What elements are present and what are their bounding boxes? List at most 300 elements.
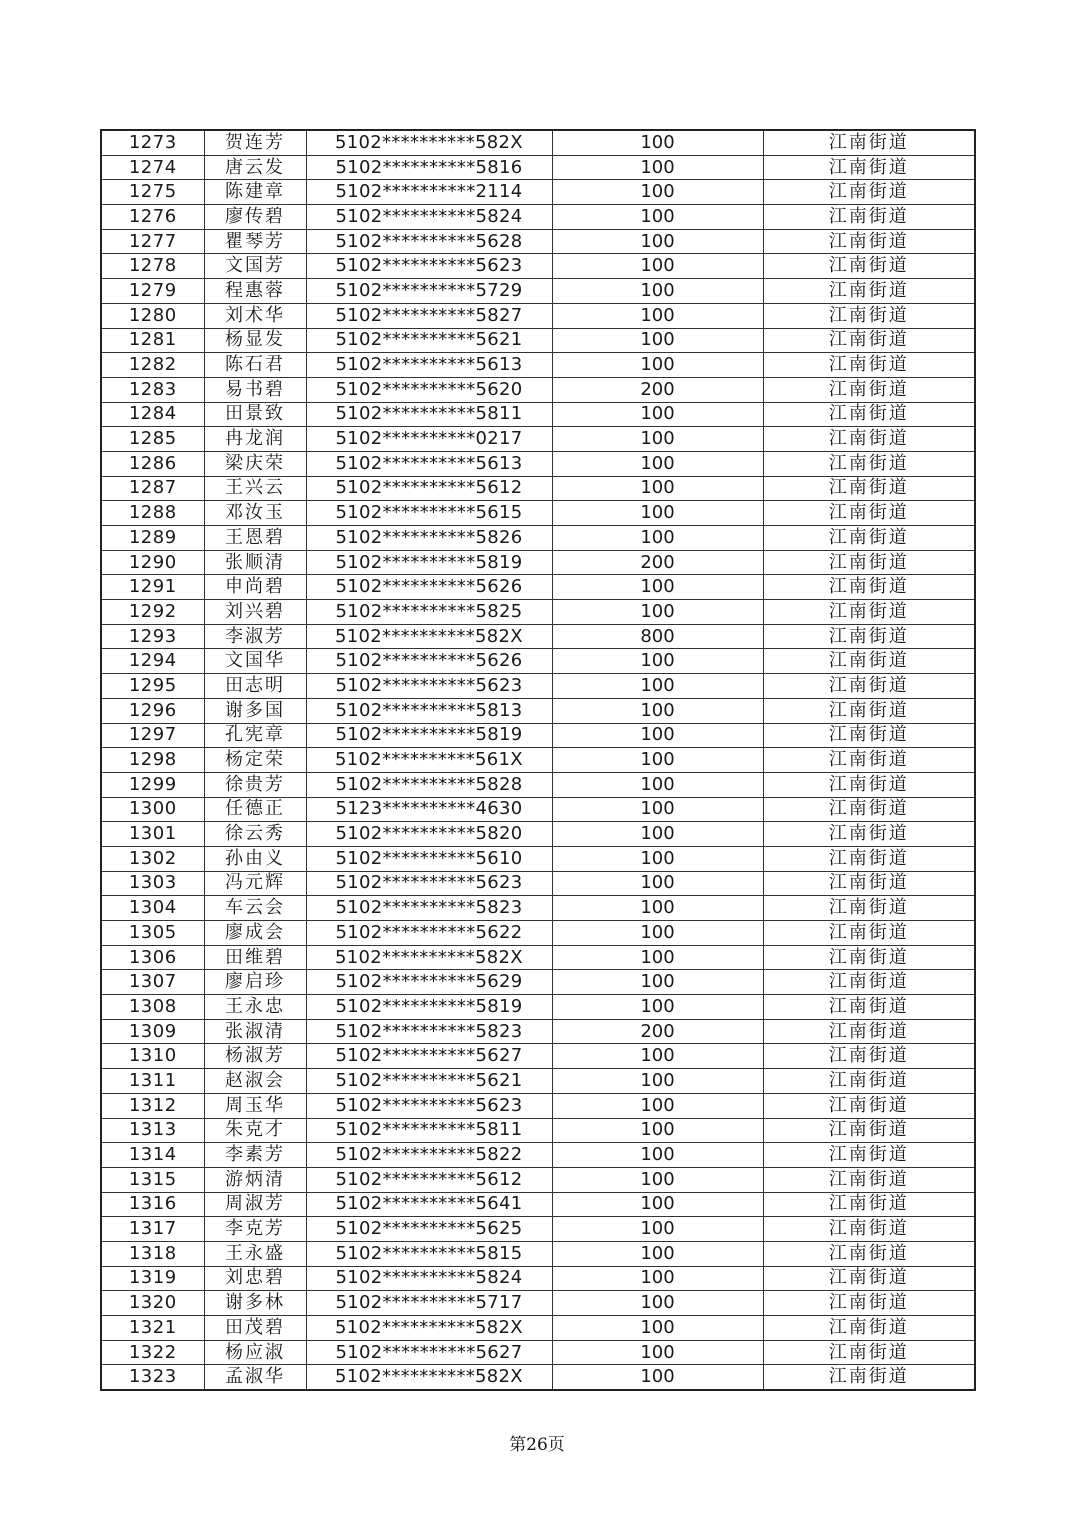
serial-number-cell: 1320 (101, 1291, 204, 1316)
serial-number-cell: 1322 (101, 1340, 204, 1365)
id-number-cell: 5102**********5621 (306, 328, 552, 353)
street-cell: 江南街道 (763, 402, 975, 427)
name-cell: 周玉华 (204, 1093, 306, 1118)
table-row (101, 451, 975, 476)
table-row (101, 846, 975, 871)
table-row (101, 1019, 975, 1044)
street-cell: 江南街道 (763, 1365, 975, 1390)
id-number-cell: 5102**********5626 (306, 649, 552, 674)
serial-number-cell: 1292 (101, 600, 204, 625)
serial-number-cell: 1279 (101, 279, 204, 304)
id-number-cell: 5102**********0217 (306, 427, 552, 452)
name-cell: 张顺清 (204, 550, 306, 575)
name-cell: 李克芳 (204, 1217, 306, 1242)
table-row (101, 1266, 975, 1291)
id-number-cell: 5102**********5612 (306, 1167, 552, 1192)
name-cell: 文国芳 (204, 254, 306, 279)
street-cell: 江南街道 (763, 451, 975, 476)
name-cell: 杨淑芳 (204, 1044, 306, 1069)
table-row (101, 279, 975, 304)
table-row (101, 698, 975, 723)
street-cell: 江南街道 (763, 1316, 975, 1341)
street-cell: 江南街道 (763, 353, 975, 378)
name-cell: 游炳清 (204, 1167, 306, 1192)
table-row (101, 526, 975, 551)
street-cell: 江南街道 (763, 377, 975, 402)
id-number-cell: 5102**********5621 (306, 1069, 552, 1094)
amount-cell: 100 (552, 451, 763, 476)
street-cell: 江南街道 (763, 1291, 975, 1316)
street-cell: 江南街道 (763, 205, 975, 230)
roster-table-body (101, 130, 975, 1390)
serial-number-cell: 1318 (101, 1241, 204, 1266)
street-cell: 江南街道 (763, 229, 975, 254)
name-cell: 谢多国 (204, 698, 306, 723)
amount-cell: 100 (552, 476, 763, 501)
name-cell: 田茂碧 (204, 1316, 306, 1341)
amount-cell: 100 (552, 427, 763, 452)
amount-cell: 100 (552, 155, 763, 180)
street-cell: 江南街道 (763, 575, 975, 600)
table-row (101, 476, 975, 501)
street-cell: 江南街道 (763, 748, 975, 773)
street-cell: 江南街道 (763, 180, 975, 205)
amount-cell: 100 (552, 180, 763, 205)
serial-number-cell: 1308 (101, 995, 204, 1020)
street-cell: 江南街道 (763, 945, 975, 970)
amount-cell: 100 (552, 1118, 763, 1143)
serial-number-cell: 1293 (101, 624, 204, 649)
id-number-cell: 5102**********5824 (306, 1266, 552, 1291)
name-cell: 王恩碧 (204, 526, 306, 551)
serial-number-cell: 1289 (101, 526, 204, 551)
id-number-cell: 5102**********5819 (306, 995, 552, 1020)
serial-number-cell: 1275 (101, 180, 204, 205)
id-number-cell: 5102**********5620 (306, 377, 552, 402)
name-cell: 梁庆荣 (204, 451, 306, 476)
table-row (101, 1044, 975, 1069)
serial-number-cell: 1306 (101, 945, 204, 970)
serial-number-cell: 1310 (101, 1044, 204, 1069)
name-cell: 冉龙润 (204, 427, 306, 452)
amount-cell: 100 (552, 575, 763, 600)
amount-cell: 100 (552, 1093, 763, 1118)
table-row (101, 970, 975, 995)
amount-cell: 100 (552, 1069, 763, 1094)
table-row (101, 945, 975, 970)
amount-cell: 100 (552, 303, 763, 328)
table-row (101, 1340, 975, 1365)
table-row (101, 674, 975, 699)
amount-cell: 100 (552, 871, 763, 896)
table-row (101, 723, 975, 748)
id-number-cell: 5102**********5623 (306, 1093, 552, 1118)
name-cell: 冯元辉 (204, 871, 306, 896)
street-cell: 江南街道 (763, 1192, 975, 1217)
serial-number-cell: 1304 (101, 896, 204, 921)
serial-number-cell: 1296 (101, 698, 204, 723)
id-number-cell: 5102**********5641 (306, 1192, 552, 1217)
street-cell: 江南街道 (763, 723, 975, 748)
name-cell: 朱克才 (204, 1118, 306, 1143)
serial-number-cell: 1294 (101, 649, 204, 674)
serial-number-cell: 1313 (101, 1118, 204, 1143)
serial-number-cell: 1297 (101, 723, 204, 748)
amount-cell: 100 (552, 526, 763, 551)
id-number-cell: 5102**********5623 (306, 254, 552, 279)
street-cell: 江南街道 (763, 1118, 975, 1143)
name-cell: 徐云秀 (204, 822, 306, 847)
street-cell: 江南街道 (763, 674, 975, 699)
serial-number-cell: 1299 (101, 772, 204, 797)
amount-cell: 100 (552, 846, 763, 871)
table-row (101, 822, 975, 847)
id-number-cell: 5102**********5628 (306, 229, 552, 254)
serial-number-cell: 1291 (101, 575, 204, 600)
serial-number-cell: 1300 (101, 797, 204, 822)
amount-cell: 100 (552, 1192, 763, 1217)
name-cell: 杨定荣 (204, 748, 306, 773)
serial-number-cell: 1277 (101, 229, 204, 254)
id-number-cell: 5102**********5820 (306, 822, 552, 847)
amount-cell: 100 (552, 1316, 763, 1341)
id-number-cell: 5102**********5824 (306, 205, 552, 230)
serial-number-cell: 1280 (101, 303, 204, 328)
table-row (101, 772, 975, 797)
id-number-cell: 5102**********5815 (306, 1241, 552, 1266)
serial-number-cell: 1312 (101, 1093, 204, 1118)
roster-table (100, 129, 976, 1391)
amount-cell: 100 (552, 896, 763, 921)
serial-number-cell: 1278 (101, 254, 204, 279)
id-number-cell: 5102**********5623 (306, 871, 552, 896)
id-number-cell: 5102**********5811 (306, 1118, 552, 1143)
amount-cell: 100 (552, 1143, 763, 1168)
amount-cell: 100 (552, 402, 763, 427)
street-cell: 江南街道 (763, 896, 975, 921)
name-cell: 瞿琴芳 (204, 229, 306, 254)
serial-number-cell: 1302 (101, 846, 204, 871)
id-number-cell: 5102**********5826 (306, 526, 552, 551)
amount-cell: 100 (552, 945, 763, 970)
street-cell: 江南街道 (763, 550, 975, 575)
id-number-cell: 5102**********582X (306, 624, 552, 649)
street-cell: 江南街道 (763, 476, 975, 501)
street-cell: 江南街道 (763, 1093, 975, 1118)
amount-cell: 100 (552, 229, 763, 254)
table-row (101, 254, 975, 279)
table-row (101, 896, 975, 921)
amount-cell: 100 (552, 501, 763, 526)
table-row (101, 180, 975, 205)
table-row (101, 1093, 975, 1118)
serial-number-cell: 1288 (101, 501, 204, 526)
name-cell: 杨应淑 (204, 1340, 306, 1365)
name-cell: 邓汝玉 (204, 501, 306, 526)
street-cell: 江南街道 (763, 600, 975, 625)
table-row (101, 1291, 975, 1316)
name-cell: 刘忠碧 (204, 1266, 306, 1291)
street-cell: 江南街道 (763, 698, 975, 723)
table-row (101, 1069, 975, 1094)
amount-cell: 100 (552, 1291, 763, 1316)
id-number-cell: 5102**********582X (306, 1316, 552, 1341)
street-cell: 江南街道 (763, 1266, 975, 1291)
id-number-cell: 5102**********5627 (306, 1044, 552, 1069)
street-cell: 江南街道 (763, 526, 975, 551)
street-cell: 江南街道 (763, 1069, 975, 1094)
id-number-cell: 5102**********5822 (306, 1143, 552, 1168)
table-row (101, 550, 975, 575)
amount-cell: 100 (552, 822, 763, 847)
table-row (101, 155, 975, 180)
table-row (101, 1241, 975, 1266)
table-row (101, 1143, 975, 1168)
amount-cell: 100 (552, 254, 763, 279)
street-cell: 江南街道 (763, 155, 975, 180)
table-row (101, 1192, 975, 1217)
table-row (101, 575, 975, 600)
street-cell: 江南街道 (763, 1167, 975, 1192)
table-row (101, 229, 975, 254)
id-number-cell: 5102**********5627 (306, 1340, 552, 1365)
name-cell: 周淑芳 (204, 1192, 306, 1217)
name-cell: 田维碧 (204, 945, 306, 970)
serial-number-cell: 1314 (101, 1143, 204, 1168)
name-cell: 廖成会 (204, 921, 306, 946)
amount-cell: 100 (552, 1266, 763, 1291)
serial-number-cell: 1285 (101, 427, 204, 452)
table-row (101, 501, 975, 526)
name-cell: 文国华 (204, 649, 306, 674)
id-number-cell: 5102**********5717 (306, 1291, 552, 1316)
id-number-cell: 5102**********5819 (306, 723, 552, 748)
amount-cell: 100 (552, 797, 763, 822)
serial-number-cell: 1305 (101, 921, 204, 946)
amount-cell: 100 (552, 1217, 763, 1242)
street-cell: 江南街道 (763, 846, 975, 871)
serial-number-cell: 1309 (101, 1019, 204, 1044)
amount-cell: 800 (552, 624, 763, 649)
name-cell: 申尚碧 (204, 575, 306, 600)
id-number-cell: 5102**********561X (306, 748, 552, 773)
name-cell: 田景致 (204, 402, 306, 427)
name-cell: 廖启珍 (204, 970, 306, 995)
id-number-cell: 5102**********5623 (306, 674, 552, 699)
street-cell: 江南街道 (763, 1044, 975, 1069)
name-cell: 易书碧 (204, 377, 306, 402)
name-cell: 杨显发 (204, 328, 306, 353)
id-number-cell: 5123**********4630 (306, 797, 552, 822)
amount-cell: 100 (552, 328, 763, 353)
id-number-cell: 5102**********5823 (306, 896, 552, 921)
table-row (101, 1365, 975, 1390)
name-cell: 孙由义 (204, 846, 306, 871)
id-number-cell: 5102**********5610 (306, 846, 552, 871)
table-row (101, 353, 975, 378)
id-number-cell: 5102**********5622 (306, 921, 552, 946)
street-cell: 江南街道 (763, 822, 975, 847)
name-cell: 张淑清 (204, 1019, 306, 1044)
id-number-cell: 5102**********5729 (306, 279, 552, 304)
name-cell: 李素芳 (204, 1143, 306, 1168)
name-cell: 王永盛 (204, 1241, 306, 1266)
serial-number-cell: 1287 (101, 476, 204, 501)
name-cell: 陈石君 (204, 353, 306, 378)
serial-number-cell: 1274 (101, 155, 204, 180)
serial-number-cell: 1290 (101, 550, 204, 575)
table-row (101, 748, 975, 773)
table-row (101, 995, 975, 1020)
table-row (101, 130, 975, 155)
amount-cell: 100 (552, 1241, 763, 1266)
table-row (101, 377, 975, 402)
name-cell: 赵淑会 (204, 1069, 306, 1094)
amount-cell: 100 (552, 353, 763, 378)
street-cell: 江南街道 (763, 970, 975, 995)
id-number-cell: 5102**********5629 (306, 970, 552, 995)
table-row (101, 427, 975, 452)
id-number-cell: 5102**********5612 (306, 476, 552, 501)
id-number-cell: 5102**********5813 (306, 698, 552, 723)
id-number-cell: 5102**********5625 (306, 1217, 552, 1242)
id-number-cell: 5102**********582X (306, 945, 552, 970)
id-number-cell: 5102**********5819 (306, 550, 552, 575)
street-cell: 江南街道 (763, 130, 975, 155)
id-number-cell: 5102**********5615 (306, 501, 552, 526)
table-row (101, 921, 975, 946)
amount-cell: 200 (552, 550, 763, 575)
amount-cell: 100 (552, 649, 763, 674)
name-cell: 徐贵芳 (204, 772, 306, 797)
amount-cell: 100 (552, 1044, 763, 1069)
table-row (101, 205, 975, 230)
id-number-cell: 5102**********5811 (306, 402, 552, 427)
amount-cell: 100 (552, 600, 763, 625)
serial-number-cell: 1286 (101, 451, 204, 476)
street-cell: 江南街道 (763, 797, 975, 822)
table-row (101, 1316, 975, 1341)
street-cell: 江南街道 (763, 328, 975, 353)
name-cell: 王永忠 (204, 995, 306, 1020)
street-cell: 江南街道 (763, 1217, 975, 1242)
id-number-cell: 5102**********5613 (306, 353, 552, 378)
street-cell: 江南街道 (763, 649, 975, 674)
street-cell: 江南街道 (763, 501, 975, 526)
name-cell: 田志明 (204, 674, 306, 699)
id-number-cell: 5102**********582X (306, 130, 552, 155)
street-cell: 江南街道 (763, 254, 975, 279)
page-number: 第26页 (509, 1435, 565, 1455)
serial-number-cell: 1311 (101, 1069, 204, 1094)
table-row (101, 600, 975, 625)
id-number-cell: 5102**********2114 (306, 180, 552, 205)
table-row (101, 797, 975, 822)
amount-cell: 100 (552, 1340, 763, 1365)
serial-number-cell: 1298 (101, 748, 204, 773)
id-number-cell: 5102**********5827 (306, 303, 552, 328)
id-number-cell: 5102**********5828 (306, 772, 552, 797)
street-cell: 江南街道 (763, 1241, 975, 1266)
id-number-cell: 5102**********5816 (306, 155, 552, 180)
street-cell: 江南街道 (763, 871, 975, 896)
name-cell: 刘术华 (204, 303, 306, 328)
serial-number-cell: 1301 (101, 822, 204, 847)
table-row (101, 1217, 975, 1242)
street-cell: 江南街道 (763, 1340, 975, 1365)
serial-number-cell: 1273 (101, 130, 204, 155)
serial-number-cell: 1307 (101, 970, 204, 995)
amount-cell: 200 (552, 1019, 763, 1044)
name-cell: 刘兴碧 (204, 600, 306, 625)
name-cell: 任德正 (204, 797, 306, 822)
name-cell: 陈建章 (204, 180, 306, 205)
table-row (101, 649, 975, 674)
id-number-cell: 5102**********582X (306, 1365, 552, 1390)
id-number-cell: 5102**********5626 (306, 575, 552, 600)
id-number-cell: 5102**********5613 (306, 451, 552, 476)
serial-number-cell: 1295 (101, 674, 204, 699)
serial-number-cell: 1283 (101, 377, 204, 402)
amount-cell: 100 (552, 995, 763, 1020)
table-row (101, 624, 975, 649)
amount-cell: 100 (552, 748, 763, 773)
street-cell: 江南街道 (763, 303, 975, 328)
name-cell: 孟淑华 (204, 1365, 306, 1390)
name-cell: 王兴云 (204, 476, 306, 501)
table-row (101, 1118, 975, 1143)
street-cell: 江南街道 (763, 921, 975, 946)
amount-cell: 100 (552, 723, 763, 748)
street-cell: 江南街道 (763, 279, 975, 304)
street-cell: 江南街道 (763, 772, 975, 797)
street-cell: 江南街道 (763, 624, 975, 649)
name-cell: 车云会 (204, 896, 306, 921)
name-cell: 贺连芳 (204, 130, 306, 155)
name-cell: 程惠蓉 (204, 279, 306, 304)
name-cell: 李淑芳 (204, 624, 306, 649)
table-row (101, 303, 975, 328)
id-number-cell: 5102**********5823 (306, 1019, 552, 1044)
amount-cell: 100 (552, 698, 763, 723)
serial-number-cell: 1284 (101, 402, 204, 427)
name-cell: 孔宪章 (204, 723, 306, 748)
name-cell: 廖传碧 (204, 205, 306, 230)
street-cell: 江南街道 (763, 1143, 975, 1168)
amount-cell: 200 (552, 377, 763, 402)
serial-number-cell: 1316 (101, 1192, 204, 1217)
serial-number-cell: 1319 (101, 1266, 204, 1291)
serial-number-cell: 1303 (101, 871, 204, 896)
table-row (101, 328, 975, 353)
id-number-cell: 5102**********5825 (306, 600, 552, 625)
table-row (101, 871, 975, 896)
amount-cell: 100 (552, 772, 763, 797)
amount-cell: 100 (552, 1167, 763, 1192)
amount-cell: 100 (552, 674, 763, 699)
serial-number-cell: 1317 (101, 1217, 204, 1242)
amount-cell: 100 (552, 130, 763, 155)
name-cell: 唐云发 (204, 155, 306, 180)
serial-number-cell: 1276 (101, 205, 204, 230)
street-cell: 江南街道 (763, 427, 975, 452)
serial-number-cell: 1282 (101, 353, 204, 378)
amount-cell: 100 (552, 279, 763, 304)
table-row (101, 402, 975, 427)
name-cell: 谢多林 (204, 1291, 306, 1316)
street-cell: 江南街道 (763, 1019, 975, 1044)
serial-number-cell: 1315 (101, 1167, 204, 1192)
